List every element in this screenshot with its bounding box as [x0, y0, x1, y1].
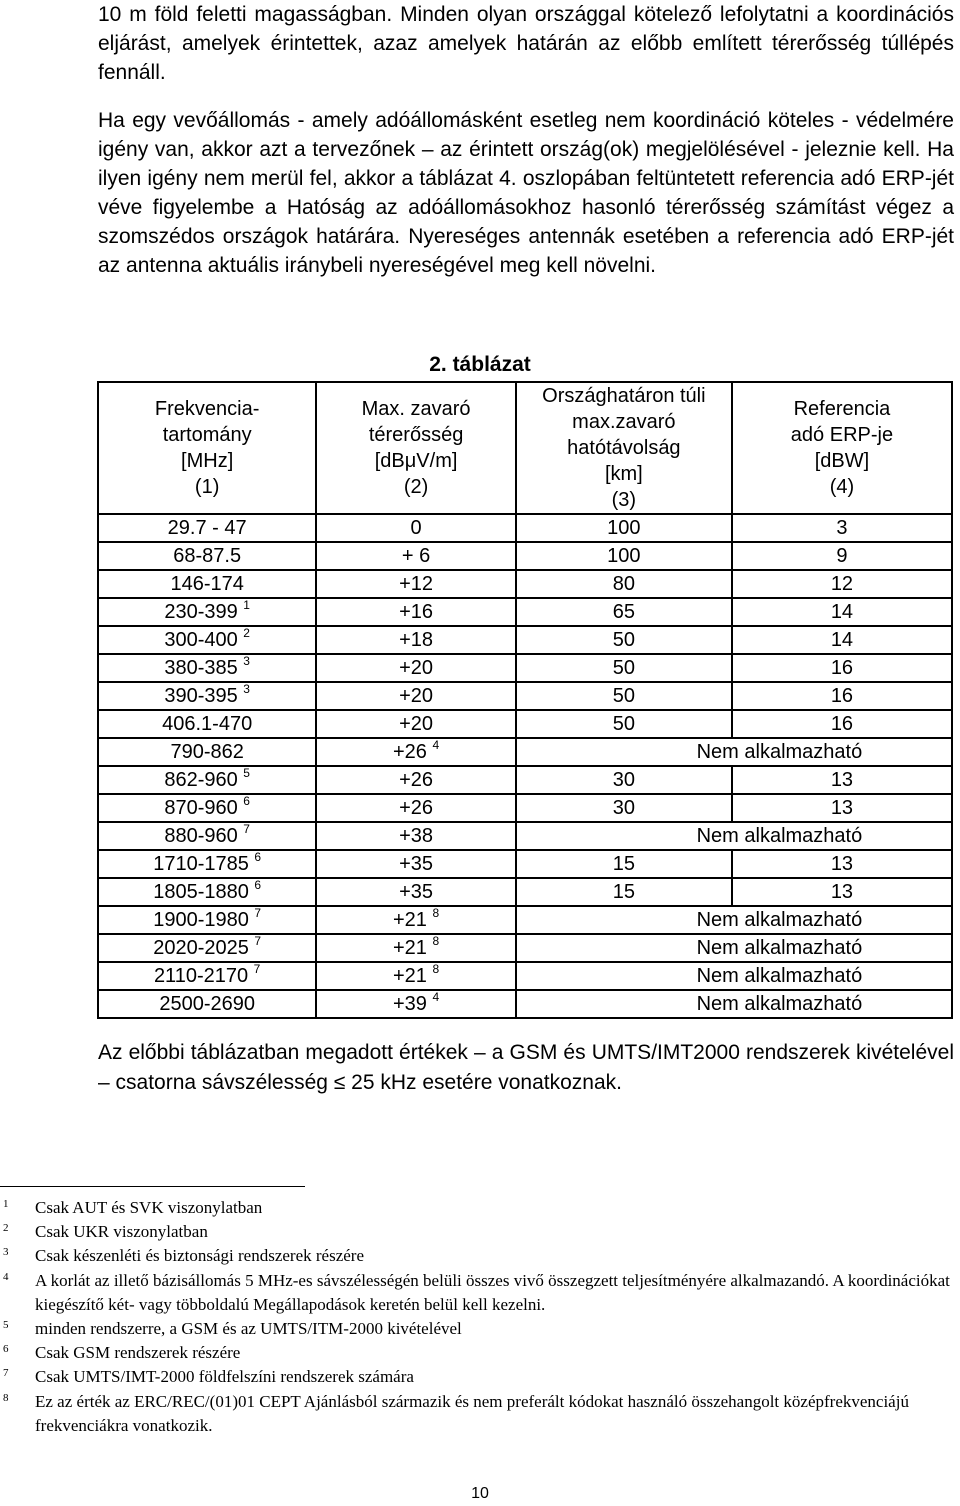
table-row [98, 822, 952, 850]
cell-field-strength [316, 570, 516, 598]
field-strength-value: +12 [399, 573, 434, 595]
cell-distance: 50 [516, 654, 732, 682]
header-line: tartomány [162, 424, 252, 446]
cell-reference-erp: 16 [732, 710, 952, 738]
header-max-range [516, 382, 732, 514]
cell-frequency [98, 514, 316, 542]
table-row [98, 626, 952, 654]
footnote [0, 1317, 953, 1341]
footnote-text: Csak GSM rendszerek részére [35, 1343, 241, 1363]
header-line: (2) [403, 476, 429, 498]
field-strength-value: 0 [410, 517, 422, 539]
table-caption: 2. táblázat [429, 353, 531, 376]
footnote-ref: 7 [253, 962, 261, 976]
table-row [98, 906, 952, 934]
cell-field-strength [316, 542, 516, 570]
footnote-ref: 7 [254, 906, 262, 920]
footnote [0, 1390, 953, 1438]
frequency-value: 406.1-470 [162, 713, 253, 735]
table-row [98, 682, 952, 710]
cell-distance: 65 [516, 598, 732, 626]
cell-distance: 50 [516, 710, 732, 738]
cell-field-strength [316, 738, 516, 766]
cell-reference-erp: 3 [732, 514, 952, 542]
footnote-number: 2 [3, 1222, 9, 1235]
page-number: 10 [471, 1485, 489, 1502]
frequency-value: 880-960 [164, 825, 238, 847]
cell-field-strength [316, 850, 516, 878]
footnote [0, 1269, 953, 1317]
field-strength-value: +20 [399, 685, 434, 707]
table-row [98, 794, 952, 822]
footnote-ref: 6 [243, 794, 250, 808]
footnote-ref: 4 [432, 738, 440, 752]
cell-frequency [98, 934, 316, 962]
footnote-ref: 8 [432, 962, 440, 976]
cell-distance: 100 [516, 514, 732, 542]
cell-reference-erp: 16 [732, 682, 952, 710]
footnote-ref: 6 [254, 850, 262, 864]
table-row [98, 850, 952, 878]
table-row [98, 542, 952, 570]
cell-field-strength [316, 934, 516, 962]
field-strength-value: + 6 [401, 545, 431, 567]
header-line: Referencia [793, 398, 891, 420]
table-row [98, 570, 952, 598]
footnote-number: 1 [3, 1198, 9, 1210]
field-strength-value: +35 [399, 881, 434, 903]
cell-not-applicable: Nem alkalmazható [516, 990, 952, 1018]
cell-not-applicable: Nem alkalmazható [516, 934, 952, 962]
frequency-value: 2110-2170 [153, 965, 249, 987]
footnote-text: A korlát az illető bázisállomás 5 MHz-es sávszélességén belüli összes vivő összegzett teljesítményére alkalmazandó. A koordinációkat kiegészítő két- vagy többoldalú Megállapodások keretén belül kell kezelni. [35, 1270, 950, 1314]
cell-frequency [98, 570, 316, 598]
table-row [98, 654, 952, 682]
field-strength-value: +16 [399, 601, 434, 623]
cell-field-strength [316, 878, 516, 906]
body-paragraph-protection: Ha egy vevőállomás - amely adóállomásként esetleg nem koordináció köteles - védelmére igény van, akkor azt a tervezőnek – az érintett ország(ok) megjelölésével - jeleznie kell. Ha ilyen igény nem merül fel, akkor a táblázat 4. oszlopában feltüntetett referencia adó ERP-jét véve figyelembe a Hatóság az adóállomásokhoz hasonló térerősség számítást végez a szomszédos országok határára. Nyereséges antennák esetében a referencia adó ERP-jét az antenna aktuális iránybeli nyereségével meg kell növelni. [98, 109, 954, 277]
footnote-ref: 1 [243, 598, 250, 612]
frequency-value: 29.7 - 47 [167, 517, 247, 539]
cell-frequency [98, 766, 316, 794]
footnote-text: Csak készenléti és biztonsági rendszerek részére [35, 1246, 364, 1266]
footnote-text: Csak UMTS/IMT-2000 földfelszíni rendszerek számára [35, 1367, 414, 1387]
footnote-text: Csak UKR viszonylatban [35, 1222, 208, 1242]
table-row [98, 598, 952, 626]
cell-distance: 15 [516, 850, 732, 878]
cell-frequency [98, 626, 316, 654]
table-row [98, 962, 952, 990]
header-line: [dBμV/m] [374, 450, 458, 472]
footnote [0, 1365, 953, 1389]
frequency-value: 1710-1785 [153, 853, 249, 875]
cell-frequency [98, 906, 316, 934]
frequency-value: 2500-2690 [159, 993, 255, 1015]
footnote-number: 8 [3, 1391, 9, 1404]
cell-distance: 50 [516, 682, 732, 710]
footnotes [0, 1196, 960, 1438]
footnote-ref: 7 [254, 934, 262, 948]
cell-field-strength [316, 822, 516, 850]
footnote-number: 6 [3, 1343, 9, 1356]
field-strength-value: +18 [399, 629, 434, 651]
cell-distance: 30 [516, 766, 732, 794]
header-frequency-range [98, 382, 316, 514]
table-row [98, 710, 952, 738]
frequency-value: 2020-2025 [153, 937, 249, 959]
footnote-ref: 8 [432, 934, 440, 948]
footnote-ref: 8 [432, 906, 440, 920]
cell-frequency [98, 542, 316, 570]
footnote-ref: 5 [243, 766, 250, 780]
cell-frequency [98, 738, 316, 766]
footnote [0, 1220, 953, 1244]
cell-not-applicable: Nem alkalmazható [516, 738, 952, 766]
cell-reference-erp: 16 [732, 654, 952, 682]
table-row [98, 738, 952, 766]
field-strength-value: +26 [399, 797, 434, 819]
cell-reference-erp: 9 [732, 542, 952, 570]
body-paragraph-note: Az előbbi táblázatban megadott értékek – a GSM és UMTS/IMT2000 rendszerek kivételével – csatorna sávszélesség ≤ 25 kHz esetére vonatkoznak. [98, 1041, 954, 1094]
cell-reference-erp: 12 [732, 570, 952, 598]
header-max-field-strength [316, 382, 516, 514]
field-strength-value: +21 [392, 909, 427, 931]
cell-reference-erp: 14 [732, 626, 952, 654]
frequency-value: 230-399 [164, 601, 238, 623]
field-strength-value: +26 [399, 769, 434, 791]
cell-distance: 50 [516, 626, 732, 654]
frequency-value: 790-862 [170, 741, 244, 763]
footnote-number: 4 [3, 1270, 9, 1283]
cell-frequency [98, 682, 316, 710]
cell-frequency [98, 598, 316, 626]
cell-not-applicable: Nem alkalmazható [516, 822, 952, 850]
footnote [0, 1244, 953, 1268]
table-header-row [98, 382, 952, 514]
field-strength-value: +20 [399, 713, 434, 735]
field-strength-value: +26 [392, 741, 427, 763]
cell-frequency [98, 962, 316, 990]
header-line: térerősség [368, 424, 464, 446]
footnote-ref: 7 [243, 822, 250, 836]
cell-distance: 100 [516, 542, 732, 570]
table-row [98, 934, 952, 962]
field-strength-value: +20 [399, 657, 434, 679]
footnote-text: minden rendszerre, a GSM és az UMTS/ITM-2000 kivételével [35, 1319, 462, 1339]
cell-distance: 80 [516, 570, 732, 598]
cell-field-strength [316, 514, 516, 542]
footnote [0, 1341, 953, 1365]
cell-field-strength [316, 990, 516, 1018]
frequency-value: 870-960 [164, 797, 238, 819]
footnote-number: 5 [3, 1319, 9, 1332]
cell-reference-erp: 13 [732, 794, 952, 822]
table-body [98, 514, 952, 1018]
cell-field-strength [316, 654, 516, 682]
header-line: (4) [829, 476, 855, 498]
field-strength-value: +39 [392, 993, 427, 1015]
header-line: (1) [194, 476, 220, 498]
cell-field-strength [316, 962, 516, 990]
frequency-value: 1900-1980 [153, 909, 249, 931]
table-row [98, 878, 952, 906]
cell-field-strength [316, 626, 516, 654]
cell-field-strength [316, 710, 516, 738]
header-reference-erp [732, 382, 952, 514]
footnote-text: Ez az érték az ERC/REC/(01)01 CEPT Ajánlásból származik és nem preferált kódokat használó összehangolt középfrekvenciájú frekvenciákra vonatkozik. [35, 1391, 909, 1435]
body-paragraph-intro: 10 m föld feletti magasságban. Minden olyan országgal kötelező lefolytatni a koordinációs eljárást, amelyek érintettek, azaz amelyek határán az előbb említett térerősség túllépés fennáll. [98, 3, 954, 84]
footnote-ref: 3 [243, 654, 250, 668]
cell-reference-erp: 13 [732, 766, 952, 794]
cell-field-strength [316, 766, 516, 794]
cell-frequency [98, 878, 316, 906]
cell-reference-erp: 13 [732, 850, 952, 878]
footnote-text: Csak AUT és SVK viszonylatban [35, 1198, 263, 1217]
footnote-number: 7 [3, 1367, 9, 1380]
cell-frequency [98, 822, 316, 850]
frequency-value: 862-960 [164, 769, 238, 791]
cell-frequency [98, 654, 316, 682]
cell-not-applicable: Nem alkalmazható [516, 906, 952, 934]
frequency-value: 300-400 [164, 629, 238, 651]
table-row [98, 514, 952, 542]
cell-not-applicable: Nem alkalmazható [516, 962, 952, 990]
footnote-separator [0, 1186, 305, 1187]
footnote-ref: 3 [243, 682, 250, 696]
footnote-ref: 2 [243, 626, 250, 640]
cell-field-strength [316, 682, 516, 710]
table-row [98, 990, 952, 1018]
cell-distance: 15 [516, 878, 732, 906]
cell-field-strength [316, 598, 516, 626]
frequency-value: 146-174 [170, 573, 244, 595]
cell-reference-erp: 13 [732, 878, 952, 906]
cell-frequency [98, 794, 316, 822]
frequency-value: 380-385 [164, 657, 238, 679]
frequency-value: 390-395 [164, 685, 238, 707]
header-line: Országhatáron túli [542, 385, 706, 407]
field-strength-value: +21 [392, 965, 427, 987]
header-line: (3) [611, 489, 637, 511]
header-line: Frekvencia- [154, 398, 260, 420]
footnote-ref: 6 [254, 878, 262, 892]
frequency-value: 1805-1880 [153, 881, 249, 903]
footnote-number: 3 [3, 1246, 9, 1259]
field-strength-value: +38 [399, 825, 434, 847]
cell-field-strength [316, 794, 516, 822]
field-strength-value: +21 [392, 937, 427, 959]
cell-reference-erp: 14 [732, 598, 952, 626]
header-line: [km] [604, 463, 643, 485]
cell-frequency [98, 850, 316, 878]
footnote [0, 1196, 953, 1220]
cell-field-strength [316, 906, 516, 934]
cell-frequency [98, 990, 316, 1018]
cell-distance: 30 [516, 794, 732, 822]
table-row [98, 766, 952, 794]
cell-frequency [98, 710, 316, 738]
header-line: adó ERP-je [790, 424, 894, 446]
reference-table [97, 381, 953, 1019]
header-line: max.zavaró hatótávolság [567, 411, 681, 459]
frequency-value: 68-87.5 [173, 545, 242, 567]
field-strength-value: +35 [399, 853, 434, 875]
footnote-ref: 4 [432, 990, 440, 1004]
header-line: [dBW] [814, 450, 870, 472]
header-line: [MHz] [181, 450, 234, 472]
header-line: Max. zavaró [361, 398, 471, 420]
